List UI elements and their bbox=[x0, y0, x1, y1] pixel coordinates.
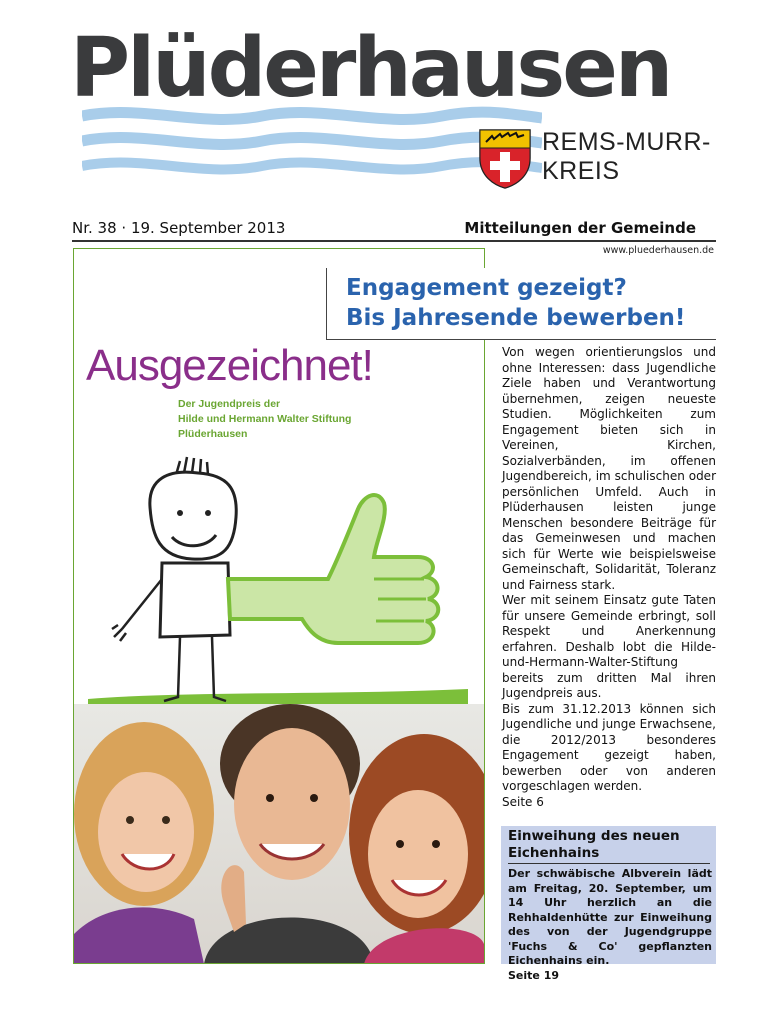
notice-title: Einweihung des neuen Eichenhains bbox=[508, 828, 680, 861]
article-body bbox=[502, 345, 716, 810]
teenagers-photo-graphic bbox=[74, 704, 484, 964]
notice-rule bbox=[508, 863, 710, 864]
notice-body: Der schwäbische Albverein lädt am Freitag, 20. September, um 14 Uhr herzlich an die Rehhaldenhütte zur Einweihung des von der Jugendgruppe 'Fuchs & Co' gepflanzten Eichenhains ein. bbox=[508, 867, 712, 967]
page-reference: Seite 6 bbox=[502, 794, 544, 809]
section-title: Mitteilungen der Gemeinde bbox=[464, 219, 696, 237]
district-name bbox=[542, 128, 711, 186]
poster-subtitle-line: Hilde und Hermann Walter Stiftung bbox=[178, 413, 352, 425]
notice-page-reference: Seite 19 bbox=[508, 968, 560, 982]
article-paragraph: Von wegen orientierungslos und ohne Interessen: dass Jugendliche Ziele haben und Verantwortung übernehmen, zeigen neueste Studien. Möglichkeiten zum Engagement bieten sich in Vereinen, Kirchen, Sozialverbänden, im offenen Jugendbereich, im schulischen oder persönlichen Umfeld. Auch in Plüderhausen leisten junge Menschen besondere Beiträge für das Gemeinwesen und machen sich für Werte wie beispielsweise Gemeinschaft, Solidarität, Toleranz und Fairness stark. bbox=[502, 345, 716, 592]
article-paragraph: Wer mit seinem Einsatz gute Taten für unsere Gemeinde erbringt, soll Respekt und Anerkennung erfahren. Deshalb lobt die Hilde-und-Hermann-Walter-Stiftung bereits zum dritten Mal ihren Jugendpreis aus. bbox=[502, 593, 716, 700]
issue-info: Nr. 38 · 19. September 2013 bbox=[72, 219, 286, 237]
notice-box bbox=[501, 826, 716, 982]
headline-line-2: Bis Jahresende bewerben! bbox=[346, 305, 686, 331]
header-rule bbox=[72, 240, 716, 242]
district-line-2: KREIS bbox=[542, 157, 620, 185]
poster-subtitle-line: Der Jugendpreis der bbox=[178, 398, 281, 410]
website-link[interactable]: www.pluederhausen.de bbox=[602, 245, 714, 256]
coat-of-arms-icon bbox=[478, 128, 532, 190]
thumbs-up-character-illustration bbox=[88, 429, 468, 709]
poster-title: Ausgezeichnet! bbox=[86, 341, 373, 390]
teenagers-photo bbox=[74, 704, 484, 964]
poster-subtitle-line: Plüderhausen bbox=[178, 428, 248, 440]
headline-line-1: Engagement gezeigt? bbox=[346, 275, 627, 301]
district-line-1: REMS-MURR- bbox=[542, 128, 711, 156]
poster bbox=[73, 248, 485, 964]
article-headline bbox=[346, 273, 685, 333]
newspaper-title: Plüderhausen bbox=[70, 21, 671, 116]
article-paragraph: Bis zum 31.12.2013 können sich Jugendliche und junge Erwachsene, die 2012/2013 besonderes Engagement gezeigt haben, bewerben oder von anderen vorgeschlagen werden. bbox=[502, 701, 716, 793]
notice-text bbox=[508, 867, 712, 983]
